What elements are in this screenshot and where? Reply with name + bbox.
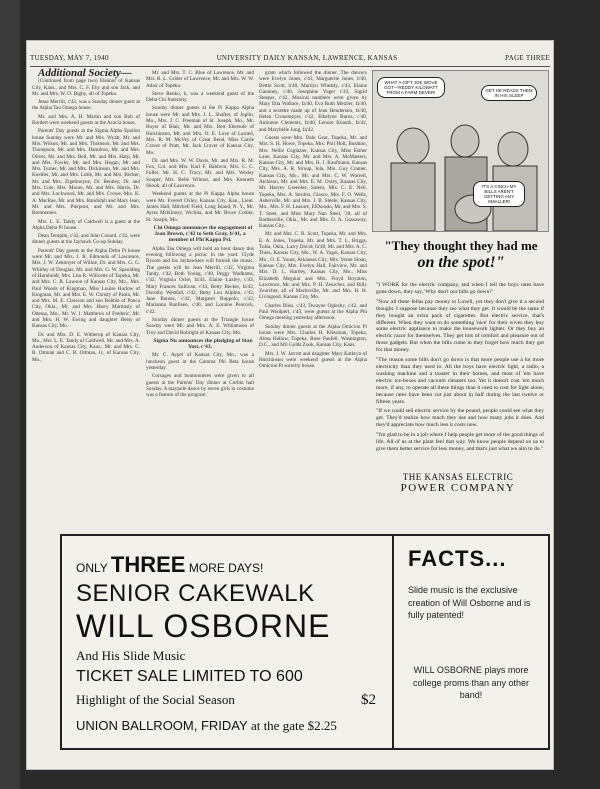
ad-paragraph: "I WORK for the electric company, and when I tell the boys rates have gone down, they say, 'Why don't our bills go down?' [376, 282, 544, 295]
header-date: TUESDAY, MAY 7, 1940 [30, 54, 109, 62]
more-days-text: MORE DAYS! [188, 561, 264, 575]
society-paragraph: Mrs. J. W. Jarrott and daughter Mary Kathryn of Hutchinson were weekend guests at the Alpha Omicron Pi sorority house. [259, 350, 367, 370]
cakewalk-ad [60, 534, 550, 750]
venue-line [76, 718, 337, 734]
society-paragraph: Dr. and Mrs. W. W. Davis, Mr. and Mrs. R. M. Fox, Col. and Mrs. Karl F. Baldwin, Mrs. C. C. Fuller, Mr. H. C. Tracy, Mr. and Mrs. Wesley Souper, Mrs. Belle Wilmot, and Mrs. Kenneth Shook, all of Lawrence. [146, 157, 254, 190]
engagement-announcement: Chi Omega announces the engagement of Jean Brown, c'42 to Seth Gray, b'41, a member of Phi Kappa Psi. [153, 224, 253, 244]
society-paragraph: Dean Templin, c'42, and John Conard, c'42, were dinner guests at the Jayhawk Co-op Sunday. [32, 233, 140, 246]
page-margin-shadow [0, 0, 20, 789]
society-paragraph: Alpha Tau Omega will hold an hour dance this evening following a picnic in the yard. Clyde Bysom and his Jayhawkers will furnish the music. The guests will be Jean Merrill, c'42, Virginia Tandy, c'42, Beth Young, c'40, Peggy Wadhams, c'42, Virginia Oche, fa'43, Elaine Laxley, c'43, Mary Frances Sullivan, c'43, Betty Becker, fa'43, Dorothy Westfall, c'42, Betty Lou Allphin, c'43, Jane Barnes, c'42, Margaret Ruppolo, c'43, Marianna Banfisen, c'40, and Loraine Peacock, c'42. [146, 245, 254, 315]
society-paragraph: gram which followed the dinner. The dancers were Evelyn Jones, c'43, Marguerite Jones, b'40, Bettie Scott, b'40, Marilyn Wheatly, c'43, Elaine Gaunney, c'40, Josephine Yoger c'43, Sigrid Steeper, c'42, Musical numbers were given by Mary Etta Wallace, fa'40, Eva Ruth Metzler, fa'40, and a sextette made up of Jean Henderson, fa'40, Helen Cronemeyer, c'42, Ethelyne Burns, c'40, Antionne Clements, fa'40, Lenore Knauth, fa'42, and Marybelle Jung, fa'42. [259, 70, 367, 133]
society-paragraph: Corsages and boutonnieres were given to all guests at the Parents' Day dinner at Corbin hall Sunday. A maypole dance by seven girls in costume was a feature of the program [146, 373, 254, 399]
society-paragraph: Mr. C. Aypel of Kansas City, Mo., was a luncheon guest at the Gamma Phi Beta house yesterday. [146, 352, 254, 372]
company-name-line-1: THE KANSAS ELECTRIC [402, 472, 514, 482]
ad-paragraph: "Now all these fellas pay money to Lovell, yet they don't give it a second thought. I suppose because they see what they get. It would be the same if they bought an extra pack of cigarettes. But electric service, that's different. When they want to do something 'nice' for their wives they buy some electric appliance to make the housework lighter. Or they buy an electric razor for themselves. They get lots of comfort and pleasure out of those gadgets. But when the bills come in they forget how much they got for that money. [376, 298, 544, 354]
society-paragraph: Sunday dinner guests at the Pi Kappa Alpha house were Mr. and Mrs. J. L. Shafter, of Joplin, Mo., Mrs. J. C. Freeman of St. Joseph, Mo., Mr. Royer of Blair, Mr. and Mrs. Bert Ebersole of Hutchinson, Mr. and Mrs. O. E. Love of Larned, Mrs. R. M. McVey of Great Bend, Miss Carrie Craver of Pratt, Mr. Jack Craver of Kansas City, Mo. [146, 105, 254, 156]
facts-text-1: Slide music is the exclusive creation of Will Osborne and is fully patented! [408, 585, 531, 620]
senior-cakewalk-title: SENIOR CAKEWALK [76, 580, 315, 607]
slide-music-subtitle: And His Slide Music [76, 648, 186, 663]
header-page: PAGE THREE [505, 54, 550, 62]
society-paragraph: Parents' Day guests at the Sigma Alpha Epsilon house Sunday were Mr. and Mrs. Wyatt, Mr. and Mrs. Wilson, Mr. and Mrs. Thomson, Mr. and Mrs. Thompson, Mr. and Mrs. Hamilton, Mr. and Mrs. Oliver, Mr. and Mrs. Bell, Mr. and Mrs. Harp, Mr. and Mrs. Fowler, Mr. and Mrs. Hogan, Mr. and Mrs. Turner, Mr. and Mrs. Dickinson, Mr. and Mrs. Koehler, Mr. and Mrs. Little, Mr. and Mrs. Becker, Mr. and Mrs. Zigelmoyne, Dr. Bentley, Dr. and Mrs. Cole, Mrs. Moore, Mr. and Mrs. Harris, Dr. and Mrs. Lockwood, Mr. and Mrs. Crowe, Mrs. K. A. MacRae, Mr. and Mrs. Randolph and Mary Jean, Mr. and Mrs. Pierpont, and Mr. and Mrs. Brennemen. [32, 128, 140, 217]
company-name-line-2: POWER COMPANY [400, 482, 516, 494]
ticket-sale-line: TICKET SALE LIMITED TO 600 [76, 668, 303, 685]
three-text: THREE [110, 552, 186, 577]
ad-headline: "They thought they had me [384, 238, 538, 253]
page-header [30, 54, 550, 66]
society-column-2 [146, 70, 254, 401]
society-paragraph: Weekend guests at the Pi Kappa Alpha house were Mr. Everett Oxley, Kansas City, Kan., Lieut. James Hall, Mitchell Field, Long Island, N. Y., Mr. Ayres McKinney, Wichita, and Mr. Bruce Cottier, St. Joseph, Mo. [146, 191, 254, 223]
ad-paragraph: "I'm glad to be in a job where I help people get more of the good things of life. All of us at the plant feel that way. We know people depend on us to give them better service for less money, and that's just what we aim to do." [376, 432, 544, 452]
society-paragraph: Sunday dinner guests at the Alpha Omicron Pi house were Mrs. Charles H. Kliesman, Topeka, Alma Hallow, Topeka, Rose Paufell, Washington, D.C., and Mil Golds Zook, Kansas City, Kans. [259, 323, 367, 349]
facts-text-2: WILL OSBORNE plays more college proms than any other band! [412, 665, 530, 700]
only-three-line [76, 552, 263, 578]
ad-body-text [376, 282, 544, 456]
society-paragraph: Charles Bliss, c'43, Dwayne Oglesby, c'42, and Paul Woolpert, c'43, were guests at the Alpha Phi Omega meeting yesterday afternoon. [259, 302, 367, 322]
society-paragraph: (Continued from page two) Eleanor of Kansas City, Kans., and Mrs. C. F. Eby and son Jack, and Mr. and Mrs. W. O. Bigby, all of Topeka. [32, 78, 140, 97]
facts-heading: FACTS... [408, 546, 507, 571]
society-paragraph: Sunday dinner guests at the Triangle house Sunday were Mr. and Mrs. A. E. Williamson of Troy and David Bobright of Kansas City, Mo. [146, 316, 254, 336]
society-paragraph: Jesse Merrill, c'42, was a Sunday dinner guest at the Alpha Tau Omega house. [32, 99, 140, 112]
section-title: Additional Society— [38, 67, 132, 79]
ad-headline-italic: on the spot!" [417, 254, 505, 271]
venue-text: UNION BALLROOM, FRIDAY [76, 718, 248, 733]
society-paragraph: Steve Renko, b, was a weekend guest of the Delta Chi fraternity. [146, 90, 254, 104]
advance-price: $2 [361, 692, 376, 708]
cakewalk-main-panel [62, 536, 394, 748]
speech-bubble-2: GET HE READS THEM IN HIS SLEEP [481, 85, 537, 101]
gate-price-text: at the gate $2.25 [250, 718, 337, 733]
society-paragraph: Parents' Day guests at the Alpha Delta Pi house were Mr. and Mrs. J. R. Edmonds of Lawrence, Mrs. J. W. Zentmyer of Wilkie, Dr. and Mrs. G. G. Whitley of Douglas, Mr. and Mrs. G. W. Spaulding of Humboldt, Mrs. Lita R. Willcotts of Topeka, Mr. and Mrs. C. R. Lawson of Kansas City, Mo., Mrs. Paul Woods of Kingman, Miss Louise Harlow of Kingman, Mr. and Mrs. E. W. Christy of Paola, Mr. and Mrs. M. E. Clawson and son Bobbie of Ponca City, Okla., Mr. and Mrs. Harry Martinsly of Odessa, Mo., Mr. W. I. Matthews of Frederic, Mr. and Mrs. H. W. Ewing and daughter Betsy of Kansas City, Mo. [32, 247, 140, 330]
pledging-announcement: Sigma Nu announces the pledging of Stan Yost, c'43. [153, 337, 253, 351]
society-column-1 [32, 67, 140, 365]
society-column-3 [259, 70, 367, 372]
ad-paragraph: "If we could sell electric service by the pound, people could see what they get. They'd realize how much they use and how many jobs it does. And they'd appreciate how much less it costs now. [376, 408, 544, 429]
highlight-text: Highlight of the Social Season [76, 692, 235, 707]
society-paragraph: Mr. and Mrs. T. C. Blue of Lawrence, Mr. and Mrs. R. L. Grider of Lawrence, Mr. and Mrs. W. W. Adair of Topeka. [146, 70, 254, 89]
society-paragraph: Guests were Mrs. Dale Gear, Topeka, Mr. and Mrs. S. H. Howe, Topeka, Mrs. Phil Holt, Bushton, Mrs. Nellie Coglazier, Kansas City, Miss Esther Lane, Kansas City, Mr. and Mrs. A. McMasters, Kansas City, Mr. and Mrs. H. J. Kaufmann, Kansas City, Mrs. A. R. Stroup, Iola, Mrs. Guy Cramer, Kansas City, Mo., Mr. and Mrs. C. W. Worrell, Atchison, Mr. and Mrs. E. M. Oxley, Kansas City, Mr. Harvey Greenlee, Salem, Mrs. C. E. Nell, Topeka, Mrs. A. Strubin, Glasco, Mrs. F. O. Wells, Asherville, Mr. and Mrs. J. B. Steele, Kansas City, Mo., Mrs. F. H. Leasure, ElDorado, Mr. and Mrs. S. T. Steel, and Miss Mary Nan Steel, '28, all of Bartlesville, Okla., Mr. and Mrs. O. A. Gossaway, Kansas City. [259, 134, 367, 230]
speech-bubble-1: WHAT A GIFT JOE WOVE GOT—REDDY KILOWATT FROM A FARM DEVER! [377, 77, 445, 98]
ad-cartoon-illustration [372, 70, 549, 232]
ad-paragraph: "The reason some bills don't go down is that more people use a lot more electricity than they used to. All the boys have electric light, a radio, a washing machine and a toaster in their homes, and most of 'em have electric ice-boxes and vacuum cleaners too. Yet it doesn't cost 'em much more, if any, to operate all these things than it used to cost for light alone, because rates have been cut just about in half during the last twelve or fifteen years. [376, 357, 544, 405]
electric-company-ad [372, 70, 547, 521]
society-paragraph: Mrs. L. E. Tandy of Caldwell is a guest at the Alpha Delta Pi house. [32, 218, 140, 231]
speech-bubble-3: IT'S A CINCH MY BILLS AREN'T GETTING ANY SMALLER! [473, 181, 525, 207]
highlight-line [76, 692, 376, 709]
facts-panel [394, 536, 546, 748]
society-paragraph: Mr. and Mrs. C. B. Scott, Topeka, Mr. and Mrs. E. A. Jones, Topeka, Mr. and Mrs. T. L. Briggs, Tulsa, Okla., Larry David, fa'40, Mr. and Mrs. A. C. Thies, Kansas City, Mo., W. A. Yager, Kansas City, Mo., O. E. Yount, Arkansas City, Mrs. Verne Sloan, Kansas City, Mrs. Evelyn Hall, Fairview, Mr. and Mrs. D. L. Hartley, Kansas City, Mo., Miss Elizabeth Meguiar and Mrs. Floyd Boynton, Lawrence, Mr. and Mrs. P. H. Zeurcher, and Billy Zeurcher, all of Macksville, Mr. and Mrs. H. H. Livingood, Kansas City, Mo. [259, 231, 367, 301]
only-text: ONLY [76, 561, 108, 575]
society-paragraph: Mr. and Mrs. A. H. Martin and son Bob of Bordert were weekend guests at the Acacia house. [32, 113, 140, 127]
header-paper: UNIVERSITY DAILY KANSAN, LAWRENCE, KANSAS [216, 54, 398, 62]
will-osborne-title: WILL OSBORNE [76, 608, 331, 644]
society-paragraph: Dr. and Mrs. D. E. Witherup of Kansas City, Mo., Mrs. L. E. Tandy of Caldwell, Mr. and Mrs. A. Anderson of Kansas City, Kans., Mr. and Mrs. C. R. Ottman and C. R. Ottman, Jr., of Kansas City, Mo., [32, 331, 140, 363]
company-name [378, 472, 538, 494]
